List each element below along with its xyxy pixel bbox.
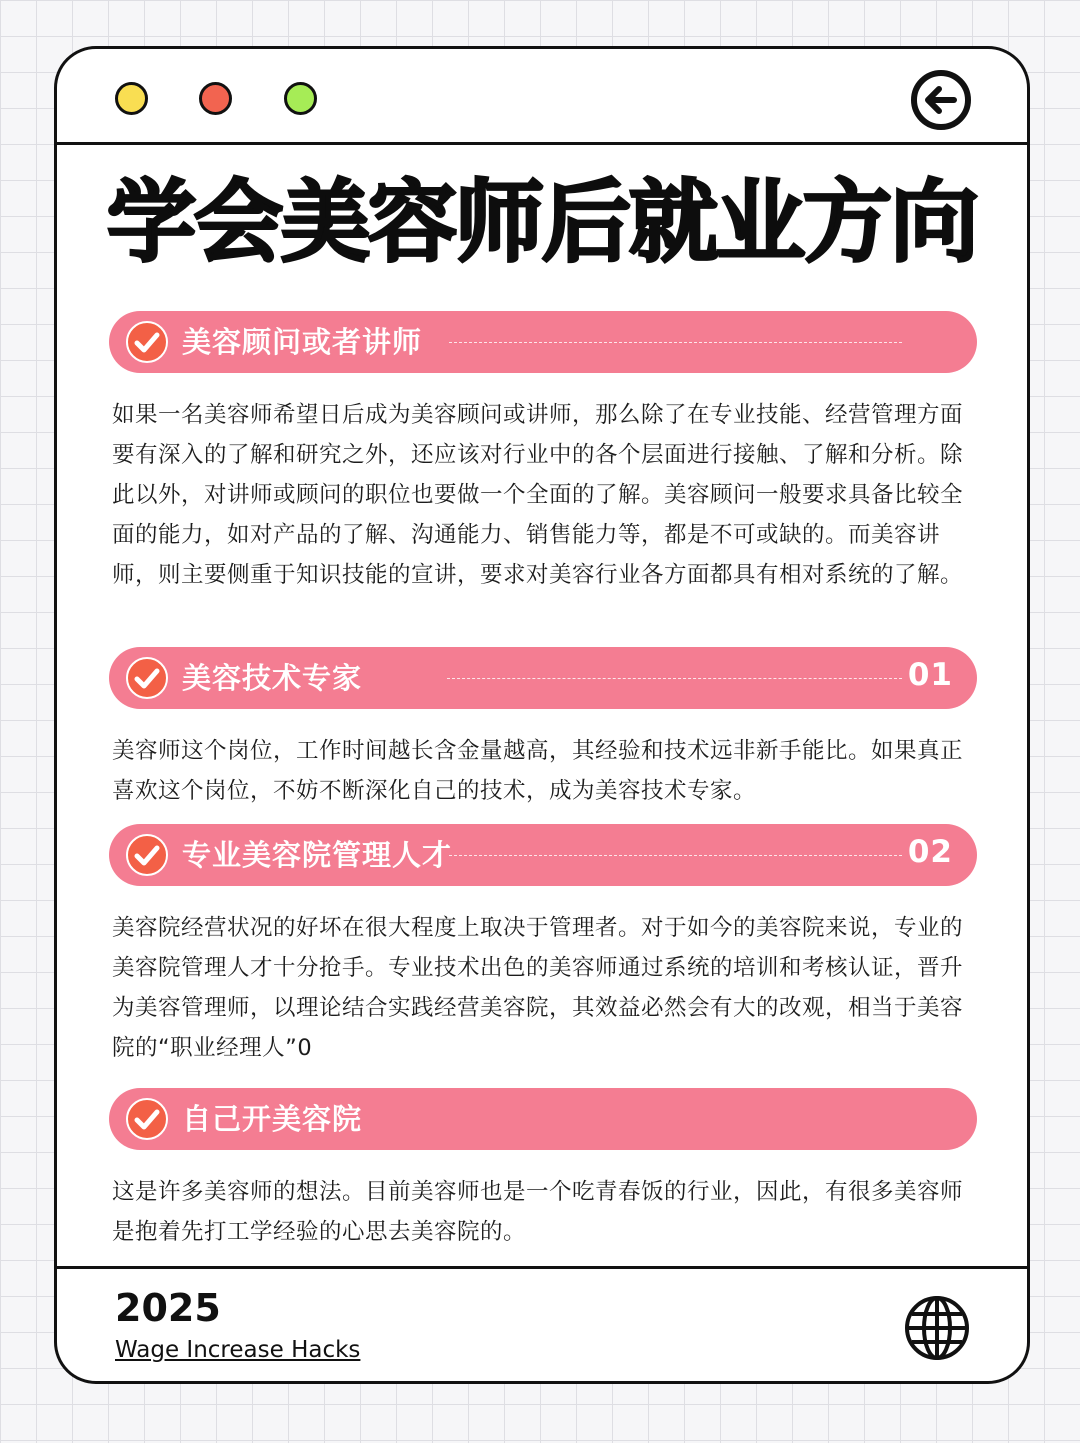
section-header	[109, 311, 977, 373]
window-dot-green[interactable]	[284, 82, 317, 115]
page-title: 学会美容师后就业方向	[107, 170, 977, 274]
section-title: 美容顾问或者讲师	[182, 325, 423, 359]
section-text: 如果一名美容师希望日后成为美容顾问或讲师，那么除了在专业技能、经营管理方面要有深入的了解和研究之外，还应该对行业中的各个层面进行接触、了解和分析。除此以外，对讲师或顾问的职位也要做一个全面的了解。美容顾问一般要求具备比较全面的能力，如对产品的了解、沟通能力、销售能力等，都是不可或缺的。而美容讲师，则主要侧重于知识技能的宣讲，要求对美容行业各方面都具有相对系统的了解。	[112, 402, 964, 588]
section-text: 美容院经营状况的好坏在很大程度上取决于管理者。对于如今的美容院来说，专业的美容院管理人才十分抢手。专业技术出色的美容师通过系统的培训和考核认证，晋升为美容管理师，以理论结合实践经营美容院，其效益必然会有大的改观，相当于美容院的“职业经理人”0	[112, 915, 964, 1061]
section-divider	[447, 678, 902, 679]
section-consultant	[109, 311, 977, 595]
section-divider	[449, 342, 902, 343]
window-dot-red[interactable]	[199, 82, 232, 115]
section-text: 美容师这个岗位，工作时间越长含金量越高，其经验和技术远非新手能比。如果真正喜欢这个岗位，不妨不断深化自己的技术，成为美容技术专家。	[112, 738, 964, 804]
globe-icon[interactable]	[903, 1294, 971, 1362]
app-window	[54, 46, 1030, 1384]
section-title: 美容技术专家	[182, 661, 363, 695]
section-number: 01	[907, 657, 953, 693]
footer-link[interactable]: Wage Increase Hacks	[115, 1337, 361, 1363]
section-header	[109, 824, 977, 886]
window-dot-yellow[interactable]	[115, 82, 148, 115]
check-circle-icon	[126, 321, 168, 363]
check-circle-icon	[126, 1098, 168, 1140]
section-own-salon	[109, 1088, 977, 1252]
footer	[57, 1266, 1027, 1381]
section-salon-manager	[109, 824, 977, 1068]
check-circle-icon	[126, 657, 168, 699]
section-tech-expert	[109, 647, 977, 811]
section-text: 这是许多美容师的想法。目前美容师也是一个吃青春饭的行业，因此，有很多美容师是抱着先打工学经验的心思去美容院的。	[112, 1179, 964, 1245]
section-title: 专业美容院管理人才	[182, 838, 453, 872]
section-number: 02	[907, 834, 953, 870]
section-header	[109, 1088, 977, 1150]
section-header	[109, 647, 977, 709]
section-title: 自己开美容院	[182, 1102, 363, 1136]
footer-year: 2025	[115, 1286, 221, 1330]
section-divider	[449, 855, 902, 856]
check-circle-icon	[126, 834, 168, 876]
title-bar	[57, 49, 1027, 145]
arrow-left-circle-icon[interactable]	[910, 69, 972, 131]
